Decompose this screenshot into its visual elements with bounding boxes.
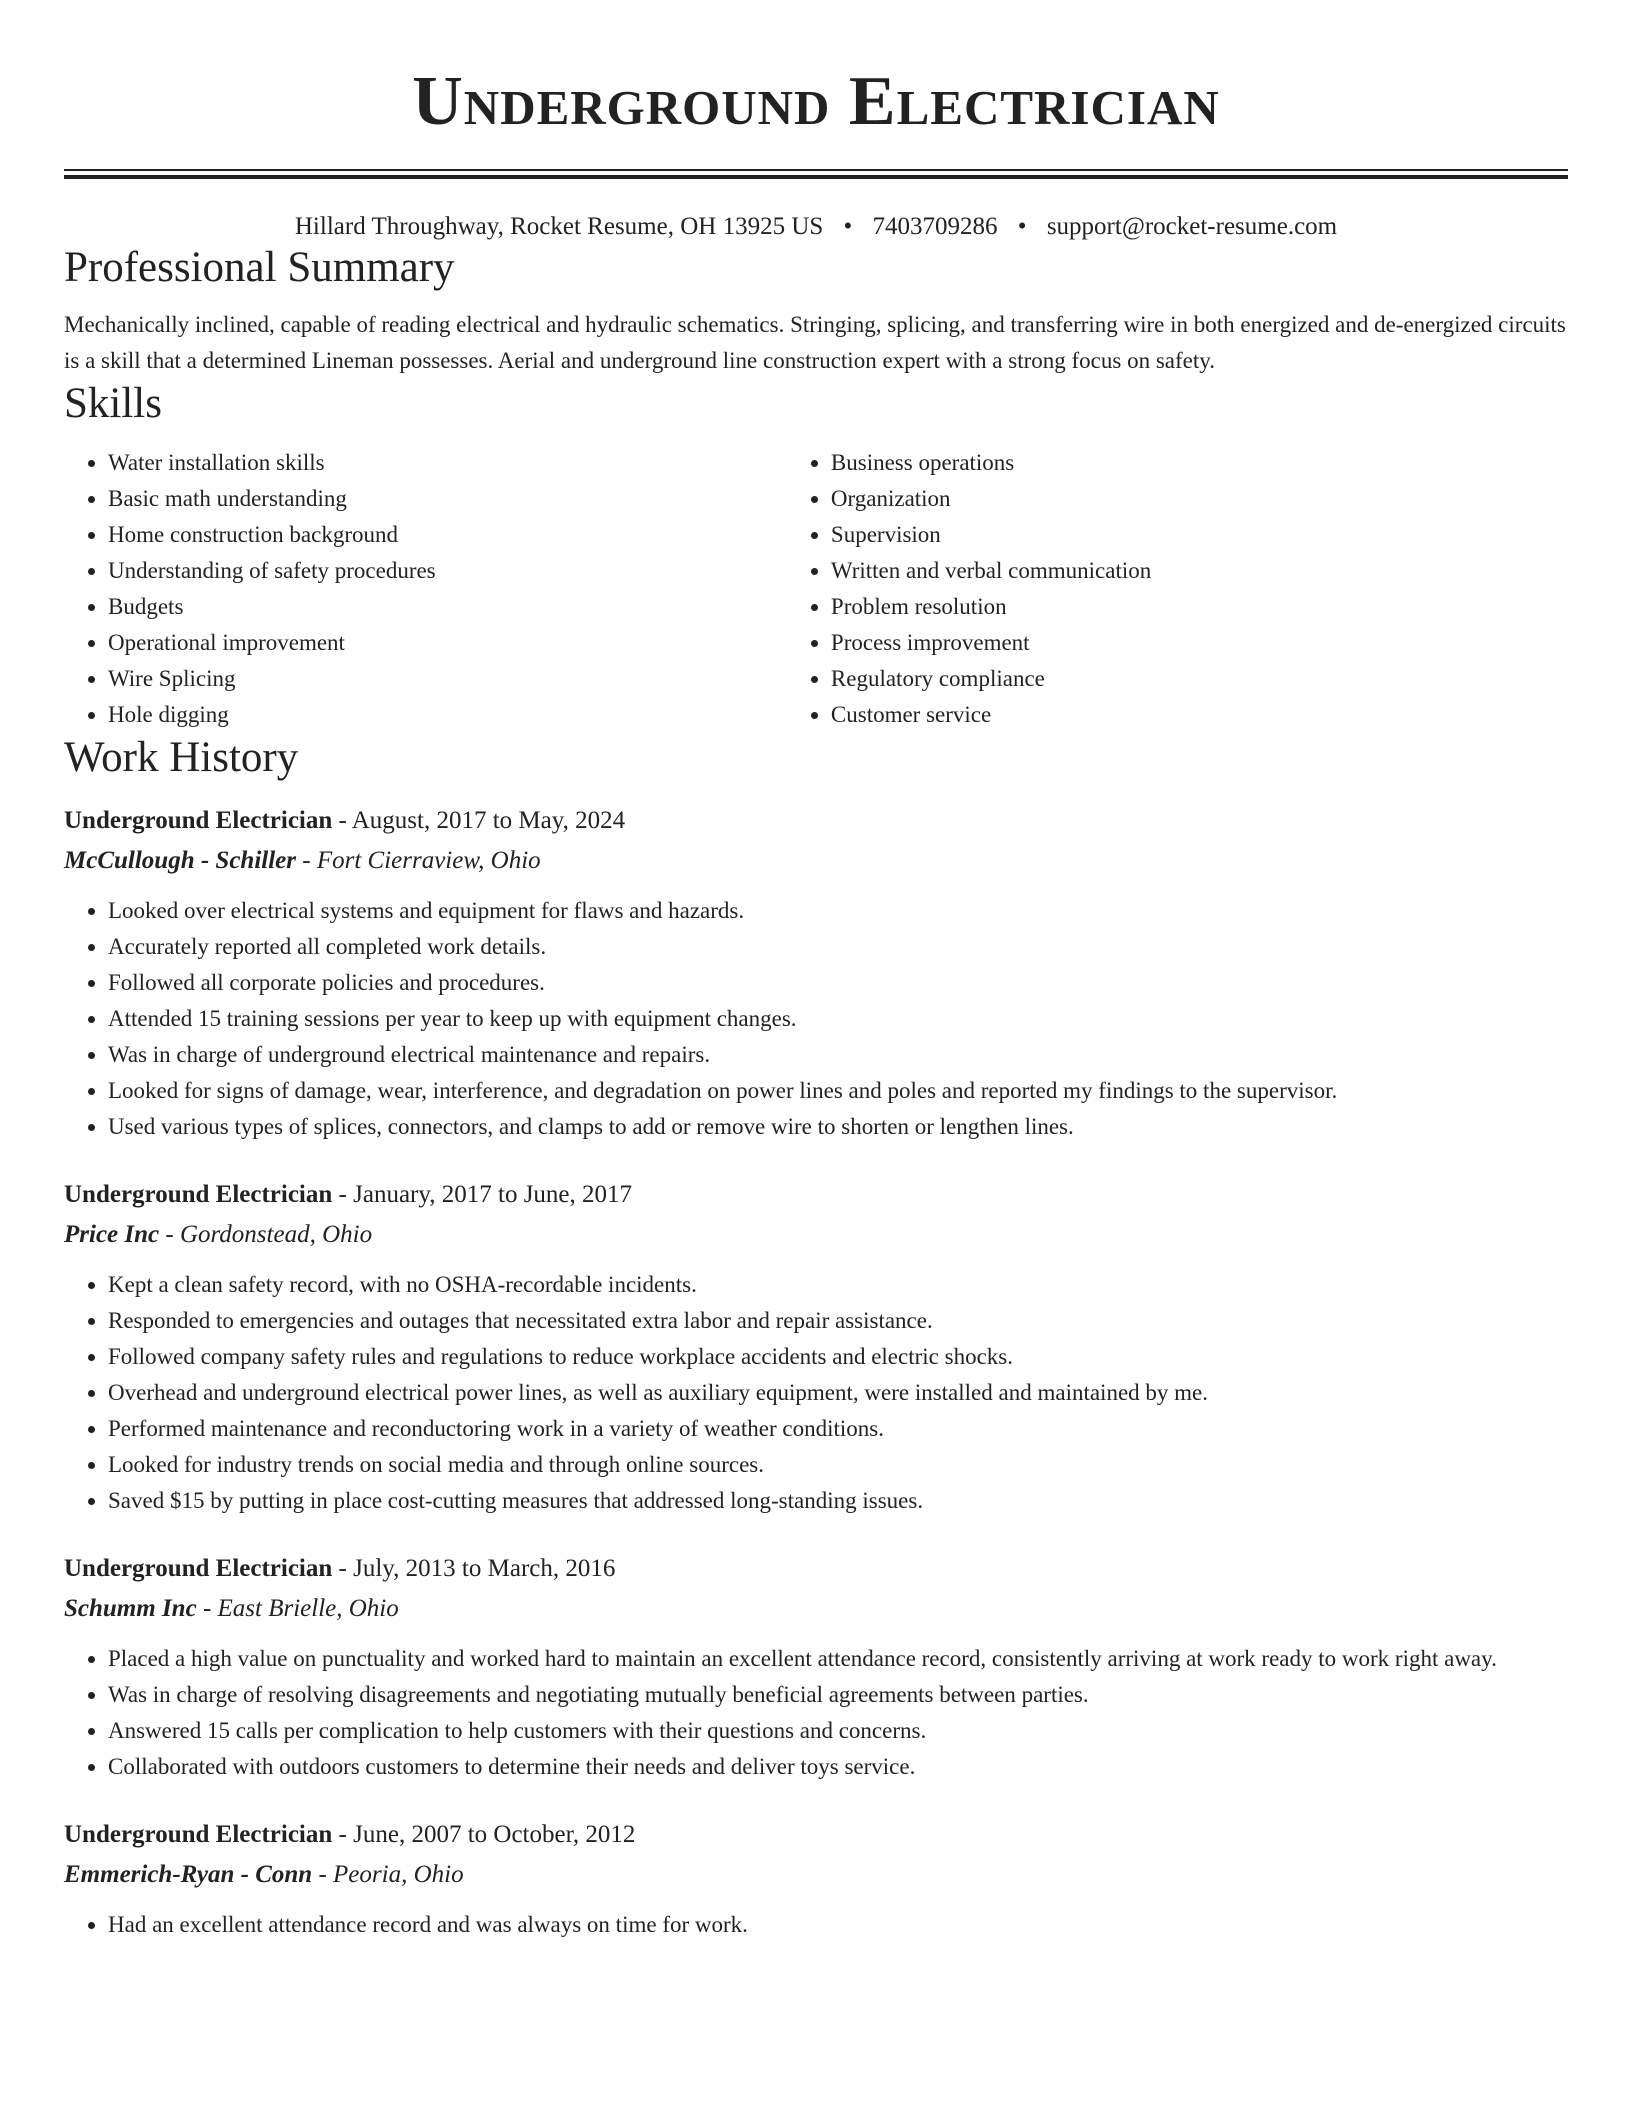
job-role: Underground Electrician (64, 1181, 333, 1208)
contact-separator: • (843, 213, 853, 240)
work-history-heading: Work History (64, 734, 299, 781)
skills-column-right (787, 445, 1568, 733)
skill-item: • Wire Splicing (108, 661, 787, 697)
skill-item: • Basic math understanding (108, 481, 787, 517)
skill-item: • Operational improvement (108, 625, 787, 661)
job-bullet: • Followed all corporate policies and procedures. (108, 965, 1568, 1001)
skill-item: • Customer service (831, 697, 1568, 733)
job-dates: July, 2013 to March, 2016 (353, 1555, 616, 1582)
job-title-line (64, 1175, 1568, 1215)
job-bullet: • Performed maintenance and reconductoring work in a variety of weather conditions. (108, 1411, 1568, 1447)
skill-item: • Business operations (831, 445, 1568, 481)
job-dash: - (338, 1821, 347, 1848)
job-bullets (64, 1641, 1568, 1785)
job-title-line (64, 1549, 1568, 1589)
skills-column-left (64, 445, 787, 733)
job-entry (64, 1175, 1568, 1519)
skill-item: • Organization (831, 481, 1568, 517)
summary-text: Mechanically inclined, capable of reading electrical and hydraulic schematics. Stringing, splicing, and transferring wire in both energized and de-energized circuits is a skill that a determined Lineman possesses. Aerial and underground line construction expert with a strong focus on safety. (64, 312, 1566, 373)
job-bullet: • Was in charge of underground electrical maintenance and repairs. (108, 1037, 1568, 1073)
job-role: Underground Electrician (64, 1821, 333, 1848)
job-dash: - (338, 1181, 347, 1208)
job-bullet: • Had an excellent attendance record and was always on time for work. (108, 1907, 1568, 1943)
job-company-line (64, 1589, 1568, 1629)
job-bullet: • Collaborated with outdoors customers to determine their needs and deliver toys service. (108, 1749, 1568, 1785)
job-location: Peoria, Ohio (333, 1861, 464, 1888)
job-entry (64, 1549, 1568, 1785)
job-dash: - (302, 847, 311, 874)
job-title-line (64, 1815, 1568, 1855)
skill-item: • Problem resolution (831, 589, 1568, 625)
skill-item: • Regulatory compliance (831, 661, 1568, 697)
skill-item: • Understanding of safety procedures (108, 553, 787, 589)
skill-item: • Budgets (108, 589, 787, 625)
job-company-line (64, 841, 1568, 881)
job-location: Fort Cierraview, Ohio (316, 847, 541, 874)
job-company: Price Inc (64, 1221, 160, 1248)
resume-title: Underground Electrician (412, 63, 1220, 140)
job-dates: June, 2007 to October, 2012 (353, 1821, 636, 1848)
skills-heading: Skills (64, 380, 162, 427)
contact-phone: 7403709286 (872, 213, 998, 240)
job-dash: - (318, 1861, 327, 1888)
job-company-line (64, 1855, 1568, 1895)
job-company: Emmerich-Ryan - Conn (64, 1861, 313, 1888)
job-bullet: • Looked for signs of damage, wear, interference, and degradation on power lines and poles and reported my findings to the supervisor. (108, 1073, 1568, 1109)
contact-line (64, 211, 1568, 243)
job-bullet: • Looked for industry trends on social media and through online sources. (108, 1447, 1568, 1483)
contact-email: support@rocket-resume.com (1046, 213, 1338, 240)
job-title-line (64, 801, 1568, 841)
job-entry (64, 1815, 1568, 1943)
job-location: Gordonstead, Ohio (179, 1221, 373, 1248)
job-entry (64, 801, 1568, 1145)
skill-item: • Water installation skills (108, 445, 787, 481)
skill-item: • Written and verbal communication (831, 553, 1568, 589)
job-bullets (64, 1907, 1568, 1943)
job-bullet: • Answered 15 calls per complication to help customers with their questions and concerns. (108, 1713, 1568, 1749)
job-dates: August, 2017 to May, 2024 (351, 807, 626, 834)
job-role: Underground Electrician (64, 807, 333, 834)
skill-item: • Supervision (831, 517, 1568, 553)
job-dash: - (338, 1555, 347, 1582)
job-dates: January, 2017 to June, 2017 (353, 1181, 633, 1208)
skill-item: • Process improvement (831, 625, 1568, 661)
skills-list (64, 445, 1568, 733)
job-bullet: • Was in charge of resolving disagreements and negotiating mutually beneficial agreements between parties. (108, 1677, 1568, 1713)
skill-item: • Hole digging (108, 697, 787, 733)
skill-item: • Home construction background (108, 517, 787, 553)
contact-address: Hillard Throughway, Rocket Resume, OH 13925 US (294, 213, 824, 240)
job-company-line (64, 1215, 1568, 1255)
job-location: East Brielle, Ohio (217, 1595, 399, 1622)
job-bullet: • Kept a clean safety record, with no OSHA-recordable incidents. (108, 1267, 1568, 1303)
title-divider (64, 169, 1568, 179)
job-dash: - (338, 807, 347, 834)
job-bullet: • Used various types of splices, connectors, and clamps to add or remove wire to shorten or lengthen lines. (108, 1109, 1568, 1145)
job-bullet: • Looked over electrical systems and equipment for flaws and hazards. (108, 893, 1568, 929)
job-bullet: • Saved $15 by putting in place cost-cutting measures that addressed long-standing issues. (108, 1483, 1568, 1519)
job-bullet: • Attended 15 training sessions per year to keep up with equipment changes. (108, 1001, 1568, 1037)
job-company: Schumm Inc (64, 1595, 197, 1622)
resume-page (64, 0, 1568, 1943)
job-bullets (64, 1267, 1568, 1519)
job-bullet: • Accurately reported all completed work details. (108, 929, 1568, 965)
job-bullet: • Responded to emergencies and outages that necessitated extra labor and repair assistance. (108, 1303, 1568, 1339)
contact-separator: • (1017, 213, 1027, 240)
job-dash: - (165, 1221, 174, 1248)
job-dash: - (202, 1595, 212, 1622)
job-bullet: • Overhead and underground electrical power lines, as well as auxiliary equipment, were installed and maintained by me. (108, 1375, 1568, 1411)
summary-heading: Professional Summary (64, 244, 455, 291)
job-bullet: • Followed company safety rules and regulations to reduce workplace accidents and electric shocks. (108, 1339, 1568, 1375)
job-bullets (64, 893, 1568, 1145)
job-company: McCullough - Schiller (64, 847, 296, 874)
job-role: Underground Electrician (64, 1555, 333, 1582)
job-bullet: • Placed a high value on punctuality and worked hard to maintain an excellent attendance record, consistently arriving at work ready to work right away. (108, 1641, 1568, 1677)
